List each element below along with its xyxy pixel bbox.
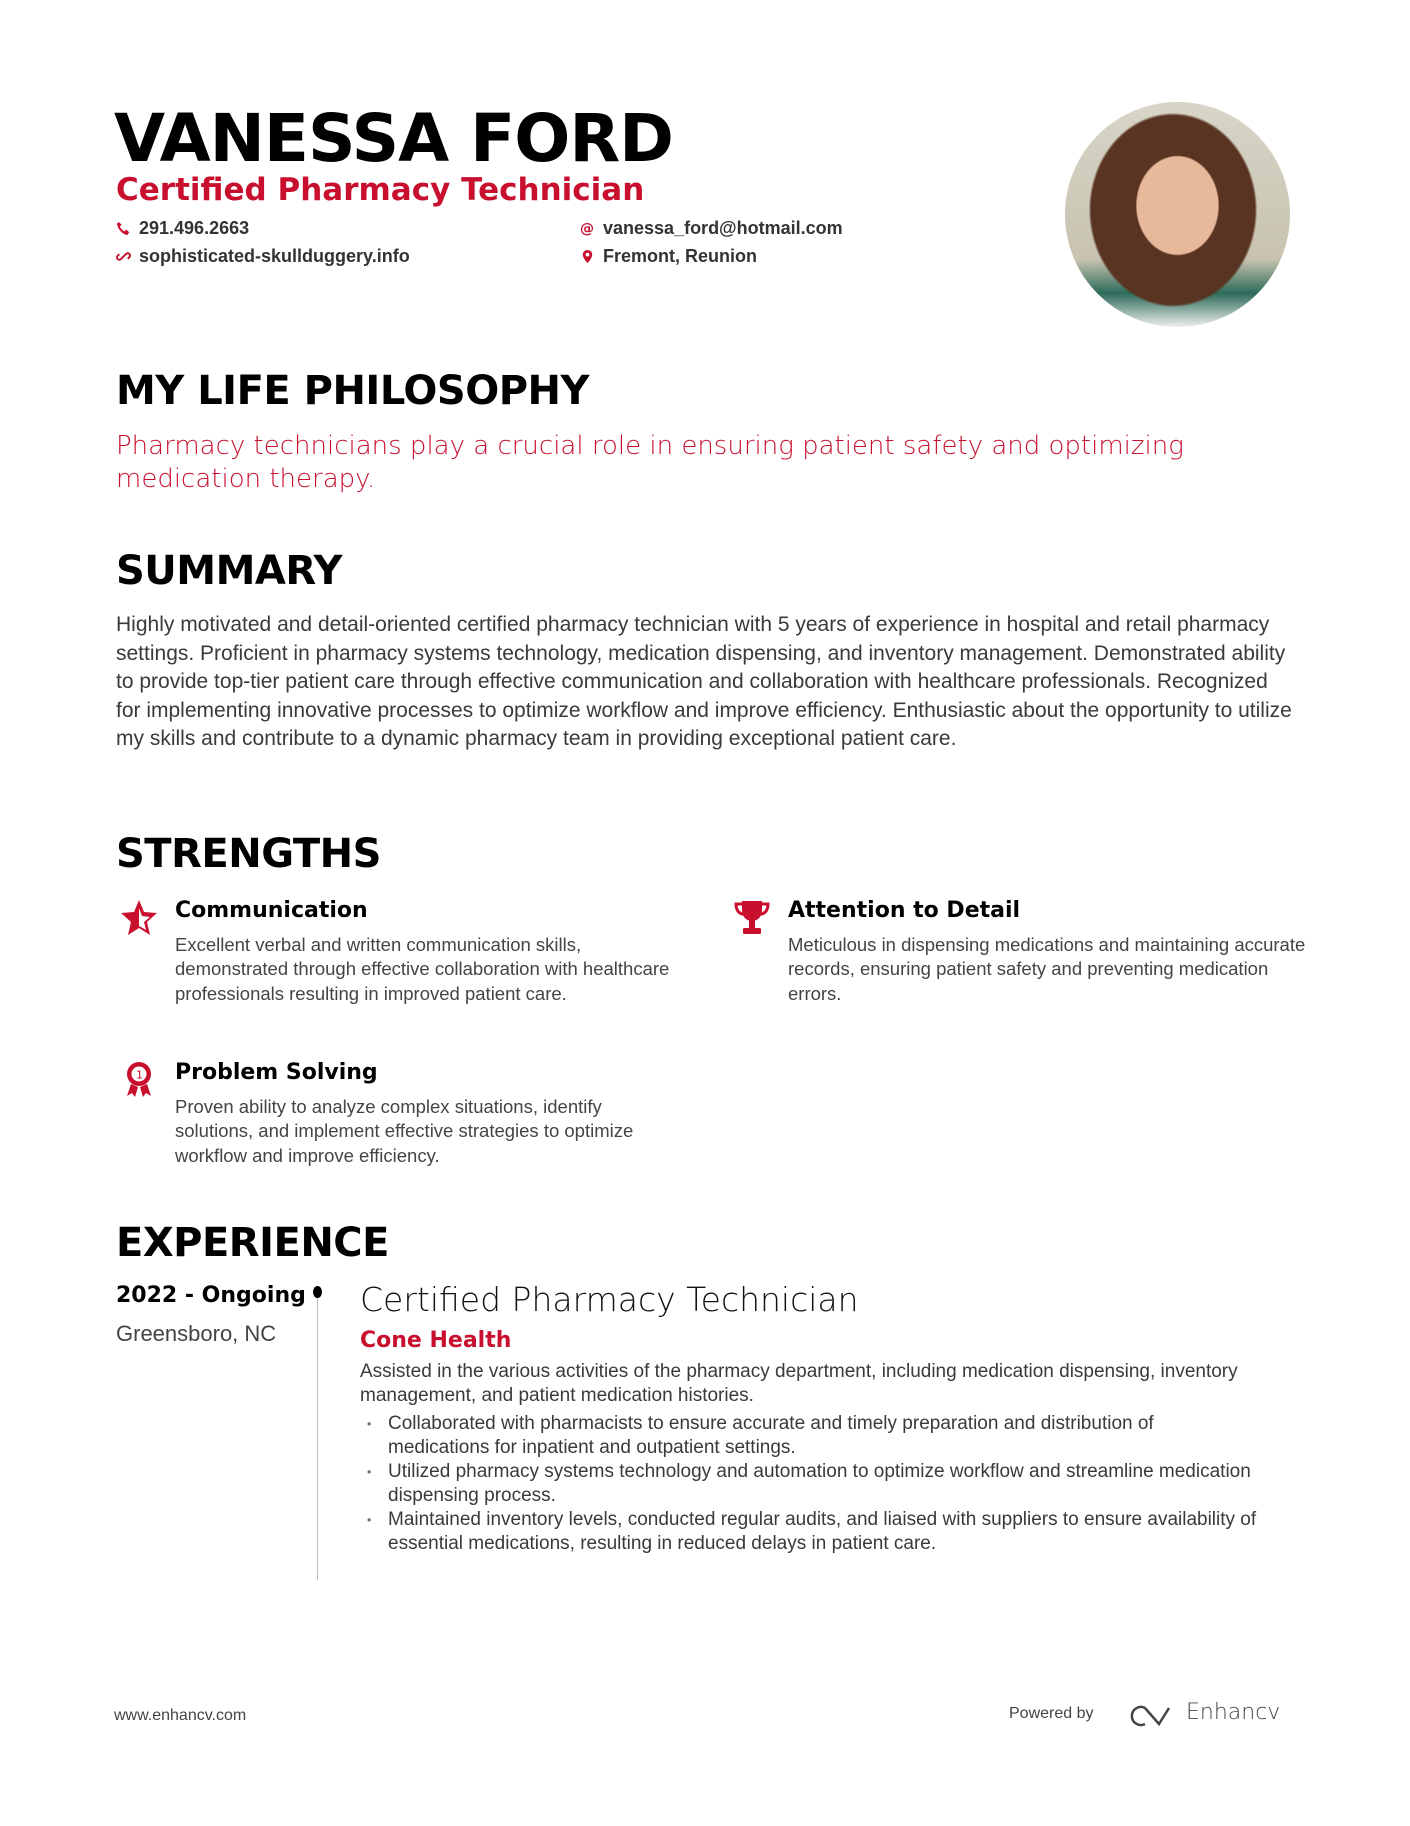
contact-email[interactable] [580,218,843,239]
link-icon [116,249,131,264]
job-role: Certified Pharmacy Technician [360,1280,859,1319]
contact-website[interactable] [116,246,410,267]
website-link[interactable]: sophisticated-skullduggery.info [139,246,410,266]
award-ribbon-icon [119,1060,159,1100]
job-location: Greensboro, NC [116,1321,277,1346]
map-pin-icon [580,249,595,264]
strength-item [136,1060,675,1168]
trophy-icon [732,898,772,938]
contact-phone [116,218,249,239]
timeline-line [317,1290,318,1580]
contact-location [580,246,757,267]
enhancv-brand[interactable]: Enhancv [1186,1700,1281,1725]
email-link[interactable]: vanessa_ford@hotmail.com [603,218,843,238]
summary-text: Highly motivated and detail-oriented certified pharmacy technician with 5 years of experience in hospital and retail pharmacy settings. Proficient in pharmacy systems technology, medication dispensing, and inventory management. Demonstrated ability to provide top-tier patient care through effective communication and collaboration with healthcare professionals. Recognized for implementing innovative processes to optimize workflow and improve efficiency. Enthusiastic about the opportunity to utilize my skills and contribute to a dynamic pharmacy team in providing exceptional patient care. [116,613,1292,750]
strength-title: Problem Solving [175,1060,378,1085]
candidate-name: VANESSA FORD [114,100,673,177]
at-icon [580,221,595,236]
candidate-title: Certified Pharmacy Technician [116,172,645,208]
strength-item [788,898,1308,1006]
job-description: Assisted in the various activities of the pharmacy department, including medication dispensing, inventory management, and patient medication histories. [360,1361,1238,1406]
job-company: Cone Health [360,1328,512,1353]
powered-by-label: Powered by [1009,1705,1094,1722]
strength-title: Attention to Detail [788,898,1021,923]
philosophy-heading: MY LIFE PHILOSOPHY [116,368,589,414]
profile-photo [1065,102,1290,327]
timeline-dot [313,1286,322,1298]
strength-item [175,898,675,1006]
svg-text:@: @ [580,221,595,236]
strength-description: Meticulous in dispensing medications and maintaining accurate records, ensuring patient safety and preventing medication errors. [788,934,1306,1004]
job-bullet: • Collaborated with pharmacists to ensure accurate and timely preparation and distribution of medications for inpatient and outpatient settings. [360,1412,1260,1460]
phone-icon [116,221,131,236]
job-bullet: • Utilized pharmacy systems technology and automation to optimize workflow and streamline medication dispensing process. [360,1460,1260,1508]
experience-heading: EXPERIENCE [116,1220,389,1266]
strengths-heading: STRENGTHS [116,831,381,877]
strength-title: Communication [175,898,368,923]
strength-description: Proven ability to analyze complex situations, identify solutions, and implement effective strategies to optimize workflow and improve efficiency. [175,1096,634,1166]
job-bullet: • Maintained inventory levels, conducted regular audits, and liaised with suppliers to ensure availability of essential medications, resulting in reduced delays in patient care. [360,1508,1260,1556]
strength-description: Excellent verbal and written communication skills, demonstrated through effective collaboration with healthcare professionals resulting in improved patient care. [175,934,670,1004]
job-dates: 2022 - Ongoing [116,1283,306,1308]
job-bullets [360,1412,1260,1556]
phone-text: 291.496.2663 [139,218,250,238]
summary-heading: SUMMARY [116,548,342,594]
philosophy-text: Pharmacy technicians play a crucial role in ensuring patient safety and optimizing medication therapy. [116,431,1184,494]
star-icon [119,898,159,938]
enhancv-logo-icon [1127,1702,1175,1730]
location-text: Fremont, Reunion [603,246,757,266]
svg-text:1: 1 [136,1068,143,1082]
footer-website[interactable]: www.enhancv.com [114,1707,247,1724]
